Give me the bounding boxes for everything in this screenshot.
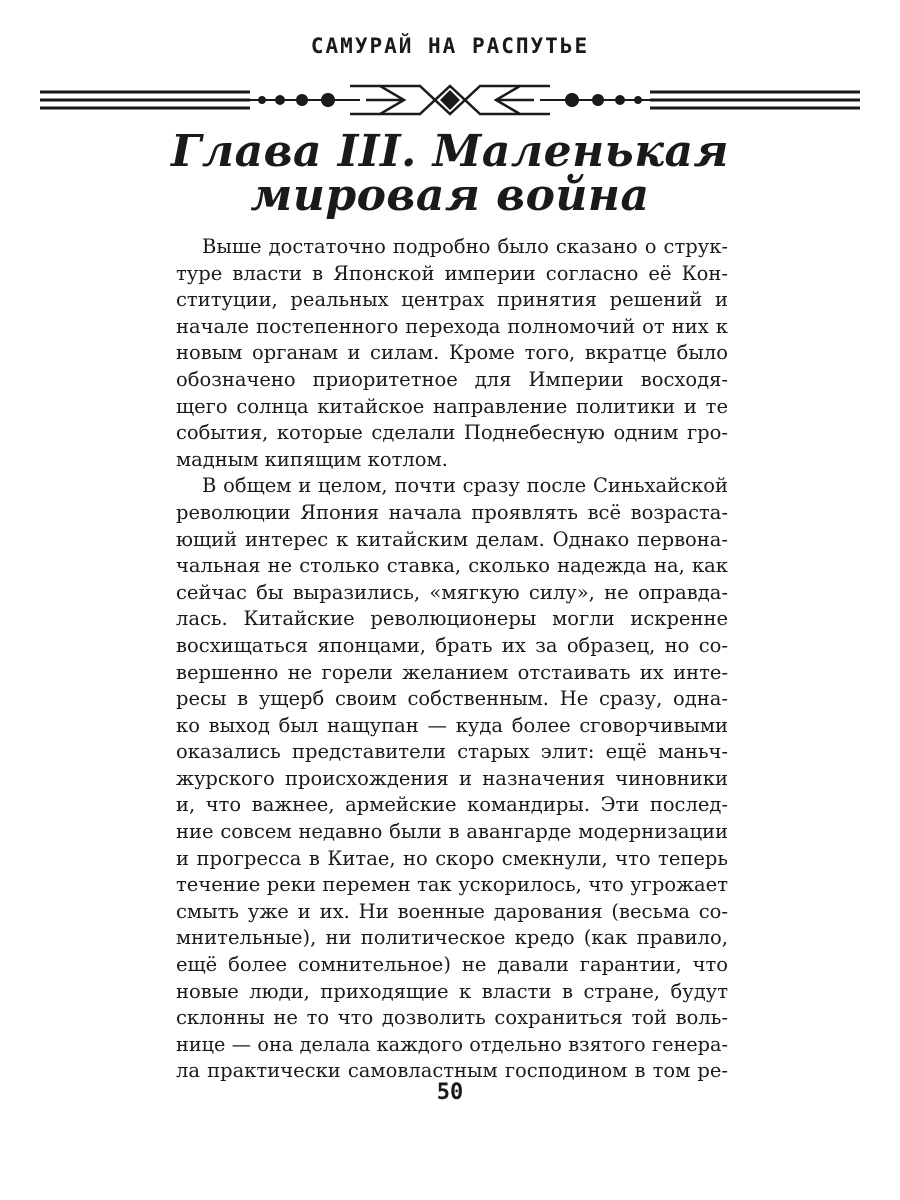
text-line: восхищаться японцами, брать их за образец, но со- (176, 633, 728, 657)
running-head: САМУРАЙ НА РАСПУТЬЕ (310, 34, 590, 58)
text-line: новым органам и силам. Кроме того, вкратце было (176, 341, 728, 365)
text-line: оказались представители старых элит: ещё маньч- (176, 740, 728, 764)
text-line: ние совсем недавно были в авангарде модернизации (176, 820, 728, 844)
text-line: и, что важнее, армейские командиры. Эти послед- (176, 793, 728, 817)
text-line: обозначено приоритетное для Империи восходя- (176, 367, 728, 391)
chapter-title (80, 126, 820, 221)
text-line: журского происхождения и назначения чиновники (176, 766, 728, 790)
text-line: склонны не то что дозволить сохраниться той воль- (176, 1006, 728, 1030)
text-line: ющий интерес к китайским делам. Однако первона- (176, 527, 728, 551)
text-line: мнительные), ни политическое кредо (как правило, (176, 926, 728, 950)
text-line: вершенно не горели желанием отстаивать их инте- (176, 660, 728, 684)
text-line: ко выход был нащупан — куда более сговорчивыми (176, 713, 728, 737)
text-line: мадным кипящим котлом. (176, 447, 448, 471)
paragraph (176, 473, 728, 1085)
text-line: революции Япония начала проявлять всё возраста- (176, 500, 728, 524)
text-line: ресы в ущерб своим собственным. Не сразу, одна- (176, 687, 728, 711)
text-line: Выше достаточно подробно было сказано о струк- (202, 235, 728, 258)
text-line: начале постепенного перехода полномочий от них к (176, 314, 728, 338)
text-line: и прогресса в Китае, но скоро смекнули, что теперь (176, 846, 728, 870)
body-text (176, 234, 728, 1085)
header-ornament (40, 78, 860, 122)
text-line: события, которые сделали Поднебесную одним гро- (176, 421, 728, 445)
text-line: ла практически самовластным господином в том ре- (176, 1059, 728, 1083)
text-line: смыть уже и их. Ни военные дарования (весьма со- (176, 899, 728, 923)
text-line: чальная не столько ставка, сколько надежда на, как (176, 554, 728, 578)
text-line: туре власти в Японской империи согласно её Кон- (176, 261, 728, 285)
text-line: сейчас бы выразились, «мягкую силу», не оправда- (176, 580, 728, 604)
text-line: В общем и целом, почти сразу после Синьхайской (202, 474, 728, 498)
text-line: течение реки перемен так ускорилось, что угрожает (176, 873, 728, 897)
chapter-title-line: Глава III. Маленькая (170, 126, 730, 177)
text-line: лась. Китайские революционеры могли искренне (176, 607, 728, 631)
paragraph (176, 234, 728, 473)
text-line: ституции, реальных центрах принятия решений и (176, 288, 728, 312)
text-line: ещё более сомнительное) не давали гарантии, что (176, 953, 728, 977)
text-line: нице — она делала каждого отдельно взятого генера- (176, 1032, 728, 1056)
chapter-title-line: мировая война (250, 170, 650, 221)
text-line: новые люди, приходящие к власти в стране, будут (176, 979, 728, 1003)
page-number: 50 (436, 1080, 464, 1105)
text-line: щего солнца китайское направление политики и те (176, 394, 728, 418)
